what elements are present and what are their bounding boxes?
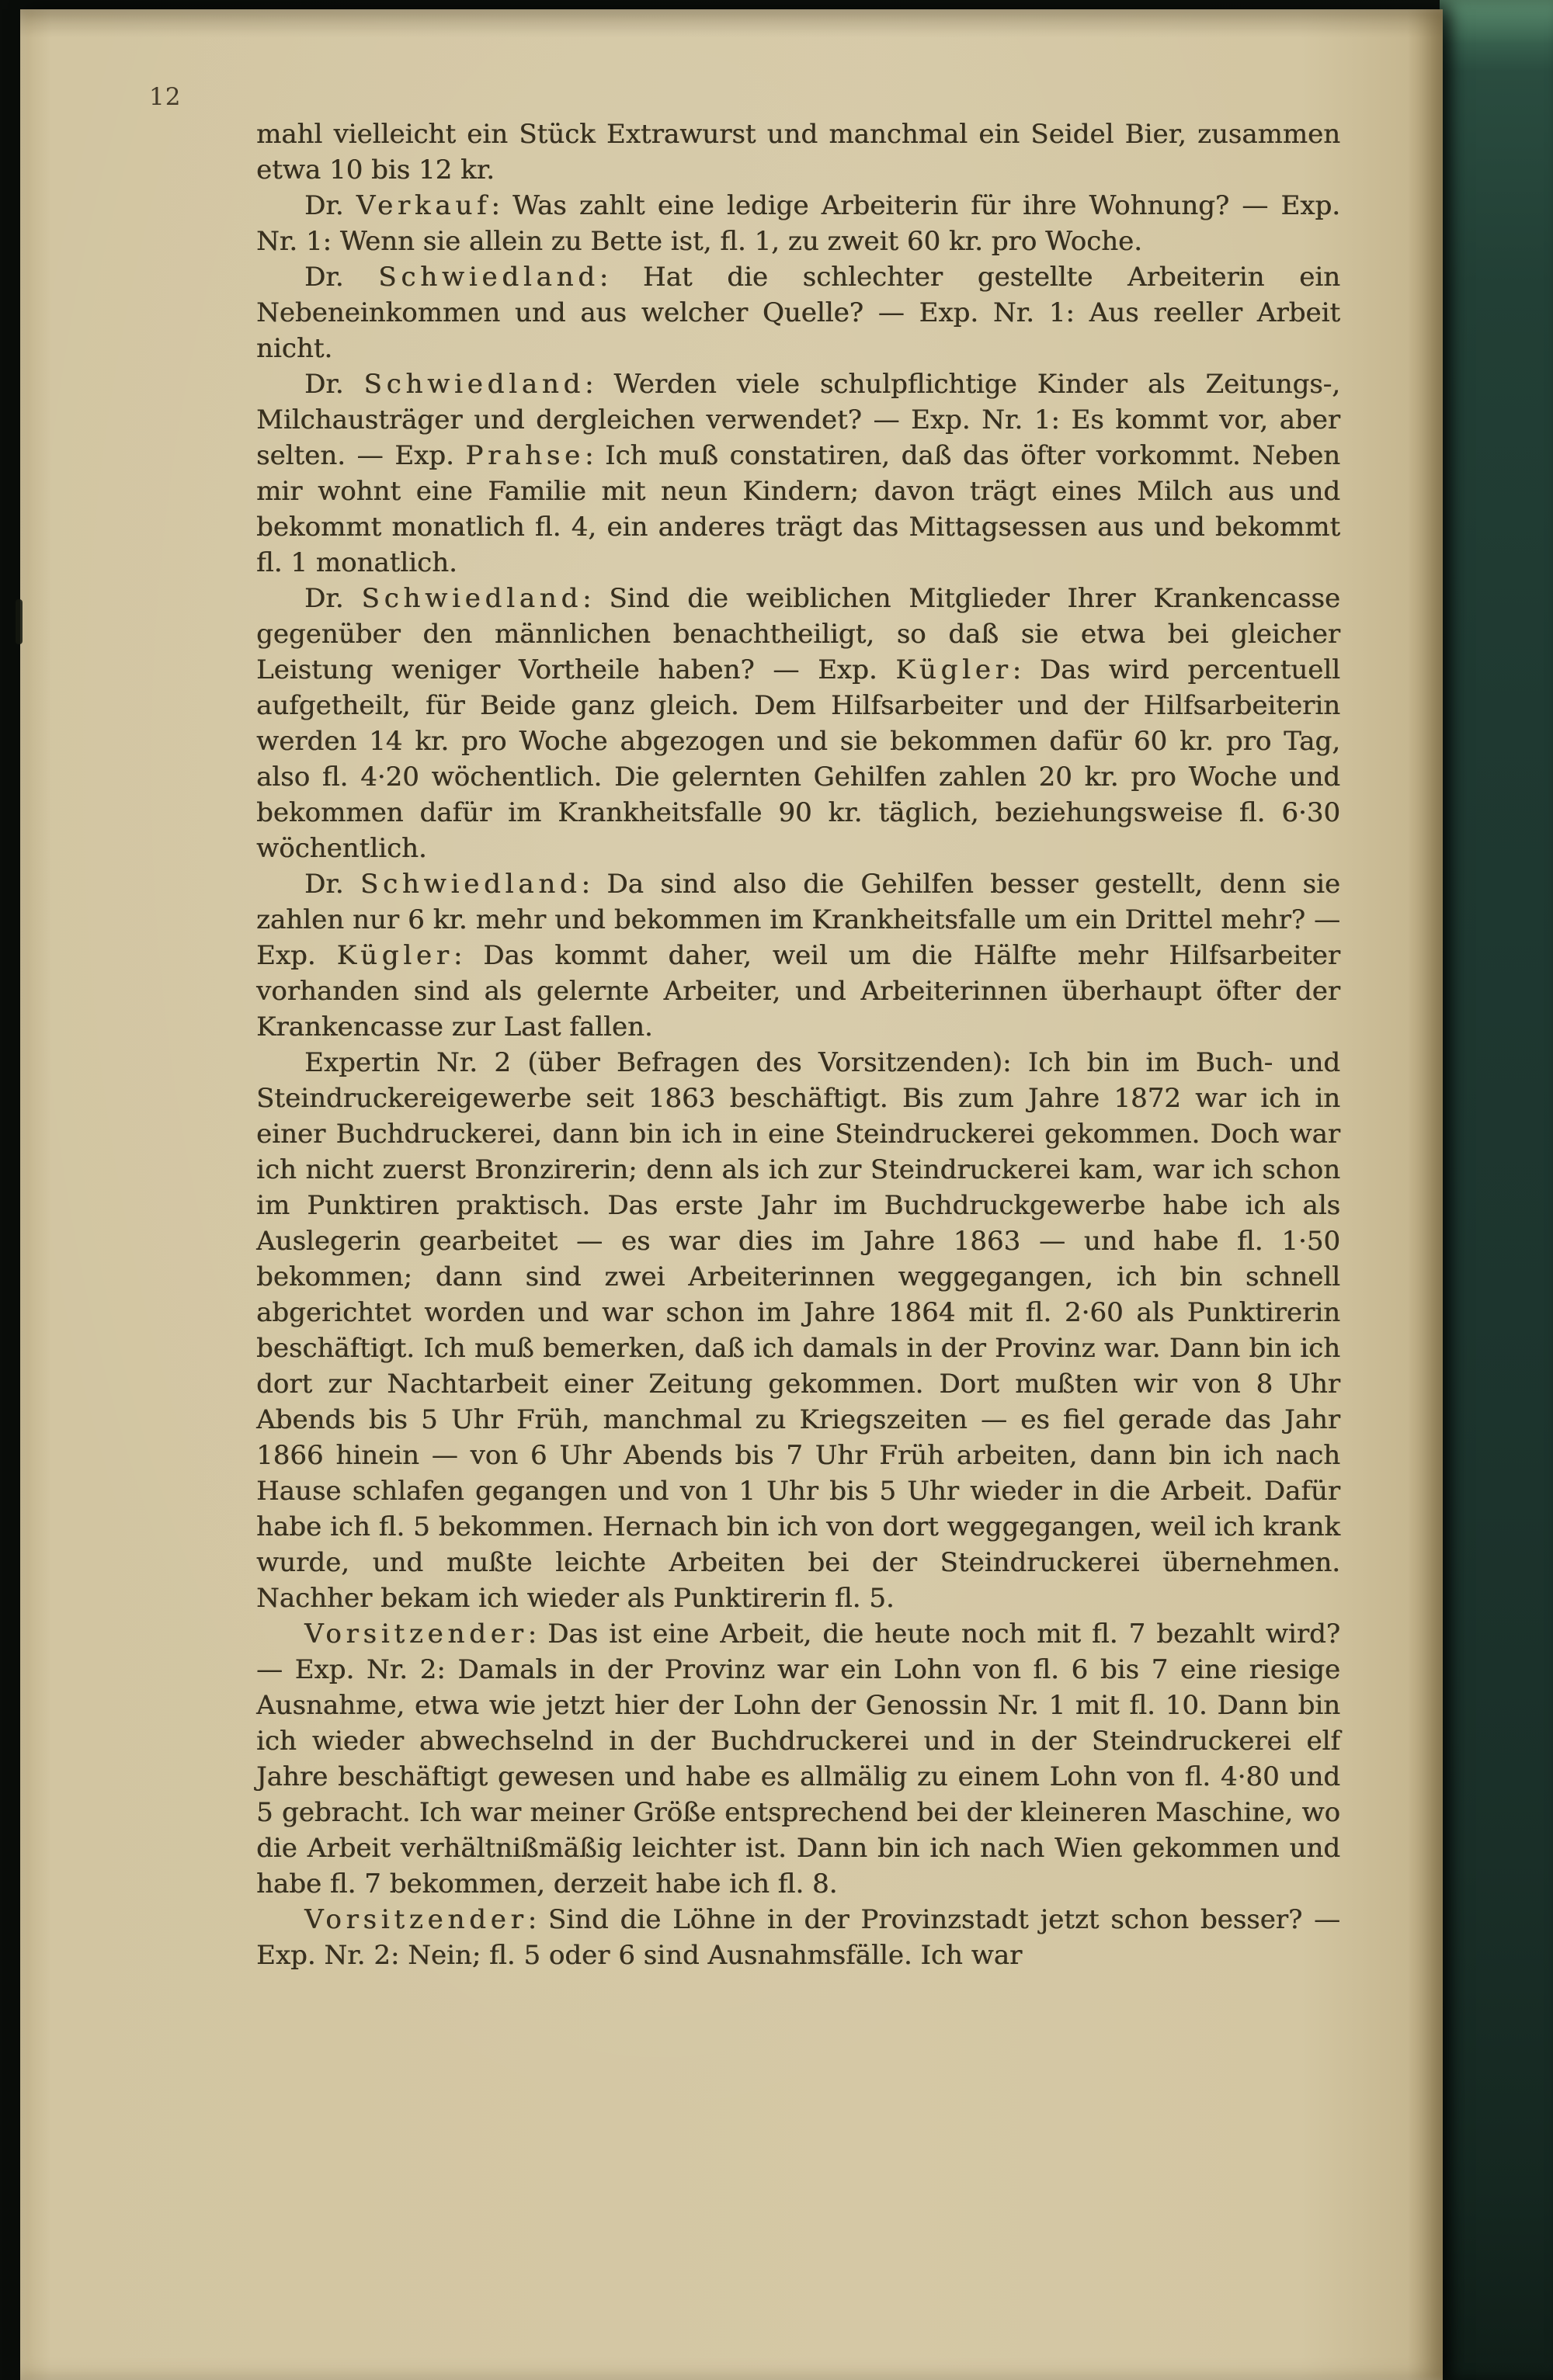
paragraph xyxy=(256,116,1340,188)
paragraph xyxy=(256,581,1340,866)
speaker-name: Vorsitzender xyxy=(304,1618,528,1650)
body-text: Dr. xyxy=(304,583,362,614)
speaker-name: Kügler xyxy=(336,940,453,971)
body-text: : Das wird percentuell aufgetheilt, für Beide ganz gleich. Dem Hilfsarbeiter und der Hilfsarbeiterin werden 14 kr. pro Woche abgezogen und sie bekommen dafür 60 kr. pro Tag, also fl. 4·20 wöchentlich. Die gelernten Gehilfen zahlen 20 kr. pro Woche und bekommen dafür im Krankheitsfalle 90 kr. täglich, beziehungsweise fl. 6·30 wöchentlich. xyxy=(256,654,1340,864)
body-text: Dr. xyxy=(304,869,360,900)
body-text: Expertin Nr. 2 (über Befragen des Vorsitzenden): Ich bin im Buch- und Steindruckereigewerbe seit 1863 beschäftigt. Bis zum Jahre 1872 war ich in einer Buchdruckerei, dann bin ich in eine Steindruckerei gekommen. Doch war ich nicht zuerst Bronzirerin; denn als ich zur Steindruckerei kam, war ich schon im Punktiren praktisch. Das erste Jahr im Buchdruckgewerbe habe ich als Auslegerin gearbeitet — es war dies im Jahre 1863 — und habe fl. 1·50 bekommen; dann sind zwei Arbeiterinnen weggegangen, ich bin schnell abgerichtet worden und war schon im Jahre 1864 mit fl. 2·60 als Punktirerin beschäftigt. Ich muß bemerken, daß ich damals in der Provinz war. Dann bin ich dort zur Nachtarbeit einer Zeitung gekommen. Dort mußten wir von 8 Uhr Abends bis 5 Uhr Früh, manchmal zu Kriegszeiten — es fiel gerade das Jahr 1866 hinein — von 6 Uhr Abends bis 7 Uhr Früh arbeiten, dann bin ich nach Hause schlafen gegangen und von 1 Uhr bis 5 Uhr wieder in die Arbeit. Dafür habe ich fl. 5 bekommen. Hernach bin ich von dort weggegangen, weil ich krank wurde, und mußte leichte Arbeiten bei der Steindruckerei übernehmen. Nachher bekam ich wieder als Punktirerin fl. 5. xyxy=(256,1047,1340,1614)
body-text: mahl vielleicht ein Stück Extrawurst und manchmal ein Seidel Bier, zusammen etwa 10 bis 12 kr. xyxy=(256,119,1340,186)
text-block xyxy=(256,116,1340,1973)
speaker-name: Verkauf xyxy=(356,190,492,221)
speaker-name: Schwiedland xyxy=(360,869,582,900)
book-page-paper xyxy=(20,9,1443,2380)
body-text: : Das ist eine Arbeit, die heute noch mit fl. 7 bezahlt wird? — Exp. Nr. 2: Damals in der Provinz war ein Lohn von fl. 6 bis 7 eine riesige Ausnahme, etwa wie jetzt hier der Lohn der Genossin Nr. 1 mit fl. 10. Dann bin ich wieder abwechselnd in der Buchdruckerei und in der Steindruckerei elf Jahre beschäftigt gewesen und habe es allmälig zu einem Lohn von fl. 4·80 und 5 gebracht. Ich war meiner Größe entsprechend bei der kleineren Maschine, wo die Arbeit verhältnißmäßig leichter ist. Dann bin ich nach Wien gekommen und habe fl. 7 bekommen, derzeit habe ich fl. 8. xyxy=(256,1618,1340,1899)
speaker-name: Schwiedland xyxy=(378,262,599,293)
body-text: : Werden viele schulpflichtige Kinder als Zeitungs-, Milchausträger und dergleichen verwendet? — Exp. Nr. 1: Es kommt vor, aber selten. — Exp. xyxy=(256,369,1340,471)
body-text: : Hat die schlechter gestellte Arbeiterin ein Nebeneinkommen und aus welcher Quelle? — Exp. Nr. 1: Aus reeller Arbeit nicht. xyxy=(256,262,1340,364)
body-text: Dr. xyxy=(304,262,379,293)
paragraph xyxy=(256,259,1340,366)
body-text: : Sind die Löhne in der Provinzstadt jetzt schon besser? — Exp. Nr. 2: Nein; fl. 5 oder 6 sind Ausnahmsfälle. Ich war xyxy=(256,1904,1340,1971)
ink-smudge-mark xyxy=(16,599,23,644)
paragraph xyxy=(256,1045,1340,1616)
body-text: Dr. xyxy=(304,369,364,400)
body-text: : Sind die weiblichen Mitglieder Ihrer Krankencasse gegenüber den männlichen benachtheiligt, so daß sie etwa bei gleicher Leistung weniger Vortheile haben? — Exp. xyxy=(256,583,1340,685)
speaker-name: Schwiedland xyxy=(361,583,582,614)
body-text: : Was zahlt eine ledige Arbeiterin für ihre Wohnung? — Exp. Nr. 1: Wenn sie allein zu Bette ist, fl. 1, zu zweit 60 kr. pro Woche. xyxy=(256,190,1340,257)
paragraph xyxy=(256,1616,1340,1902)
paragraph xyxy=(256,366,1340,581)
paragraph xyxy=(256,1902,1340,1973)
speaker-name: Vorsitzender xyxy=(304,1904,528,1935)
speaker-name: Kügler xyxy=(895,654,1013,685)
body-text: : Da sind also die Gehilfen besser gestellt, denn sie zahlen nur 6 kr. mehr und bekommen im Krankheitsfalle um ein Drittel mehr? — Exp. xyxy=(256,869,1340,971)
page-number: 12 xyxy=(149,83,182,111)
speaker-name: Prahse xyxy=(465,440,585,471)
paragraph xyxy=(256,188,1340,259)
body-text: : Das kommt daher, weil um die Hälfte mehr Hilfsarbeiter vorhanden sind als gelernte Arbeiter, und Arbeiterinnen überhaupt öfter der Krankencasse zur Last fallen. xyxy=(256,940,1341,1043)
book-edge-band xyxy=(1440,0,1553,2380)
book-edge-highlight xyxy=(1440,0,1553,43)
paragraph xyxy=(256,866,1340,1045)
speaker-name: Schwiedland xyxy=(363,369,585,400)
body-text: Dr. xyxy=(304,190,356,221)
body-text: : Ich muß constatiren, daß das öfter vorkommt. Neben mir wohnt eine Familie mit neun Kindern; davon trägt eines Milch aus und bekommt monatlich fl. 4, ein anderes trägt das Mittagsessen aus und bekommt fl. 1 monatlich. xyxy=(256,440,1340,578)
